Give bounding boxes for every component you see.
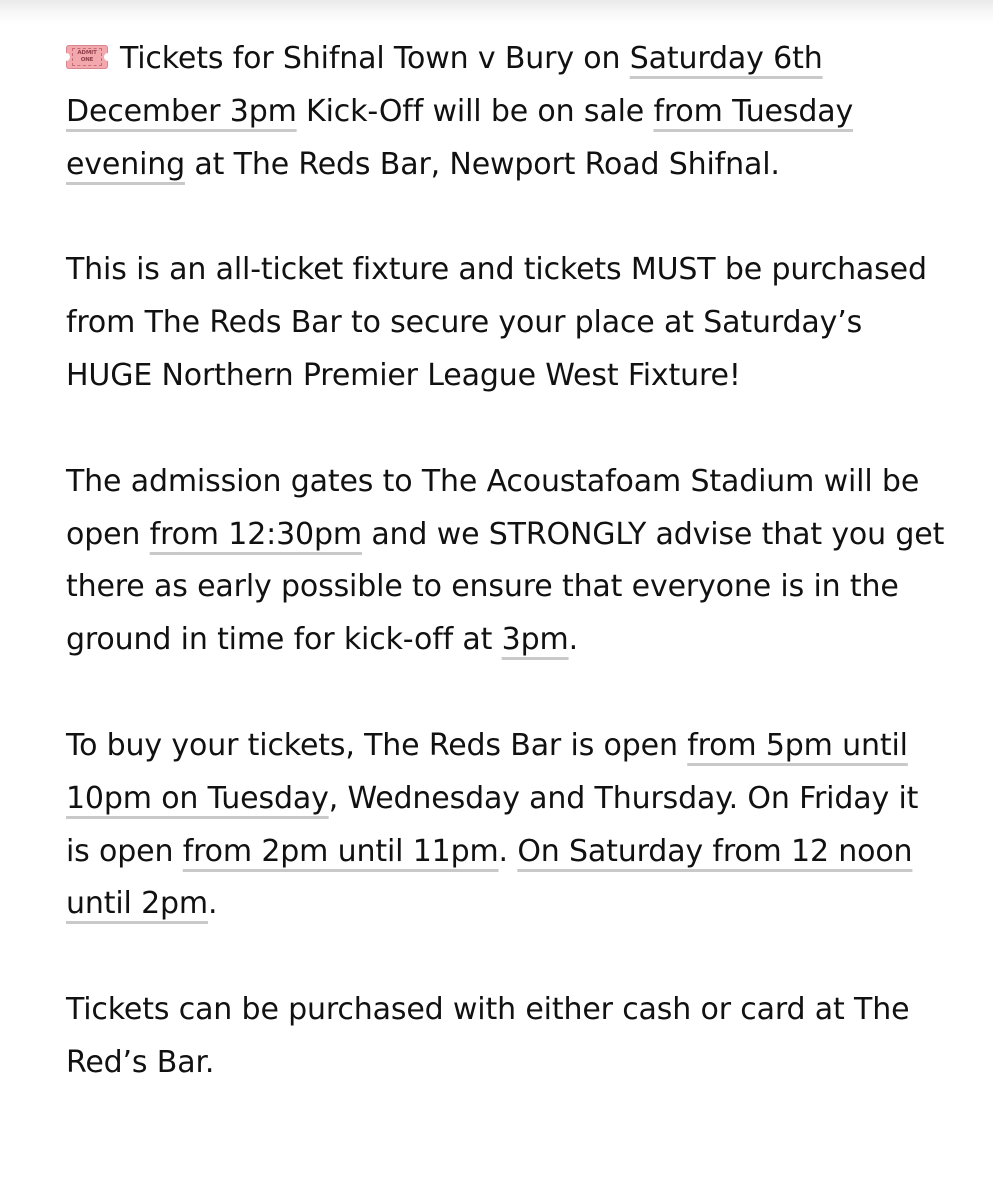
paragraph-tickets-on-sale xyxy=(66,33,946,191)
text-segment: and we STRONGLY advise that you get there as early possible to ensure that everyone is in the ground in time for kick-off at xyxy=(66,516,945,658)
paragraph-admission-gates xyxy=(66,456,946,667)
paragraph-payment: Tickets can be purchased with either cash or card at The Red’s Bar. xyxy=(66,992,910,1080)
text-segment: , Wednesday and Thursday. On Friday it is open xyxy=(66,780,919,869)
text-segment: . xyxy=(498,833,518,869)
top-shadow xyxy=(0,0,993,24)
text-segment: Tickets for Shifnal Town v Bury on xyxy=(120,41,630,76)
text-segment: To buy your tickets, The Reds Bar is open xyxy=(66,727,688,763)
paragraph-all-ticket: This is an all-ticket fixture and tickets MUST be purchased from The Reds Bar to secure your place at Saturday’s HUGE Northern Premier League West Fixture! xyxy=(66,252,927,393)
time-link[interactable]: 3pm xyxy=(501,622,569,658)
text-segment: Kick-Off will be on sale xyxy=(296,93,654,129)
text-segment: . xyxy=(208,886,218,922)
date-link[interactable]: from Tuesday evening xyxy=(66,93,854,182)
note-body xyxy=(66,33,946,1090)
text-segment: The admission gates to The Acoustafoam Stadium will be open xyxy=(66,463,920,552)
ticket-icon-text: ADMIT ONE xyxy=(72,48,102,66)
paragraph-opening-hours xyxy=(66,720,946,931)
text-segment: . xyxy=(568,622,578,658)
date-link[interactable]: On Saturday from 12 noon until 2pm xyxy=(66,833,913,922)
time-link[interactable]: from 2pm until 11pm xyxy=(182,833,499,869)
date-link[interactable]: from 5pm until 10pm on Tuesday xyxy=(66,727,908,816)
ticket-icon xyxy=(66,45,108,69)
time-link[interactable]: from 12:30pm xyxy=(149,516,362,552)
text-segment: at The Reds Bar, Newport Road Shifnal. xyxy=(185,146,780,182)
date-link[interactable]: Saturday 6th December 3pm xyxy=(66,41,823,129)
